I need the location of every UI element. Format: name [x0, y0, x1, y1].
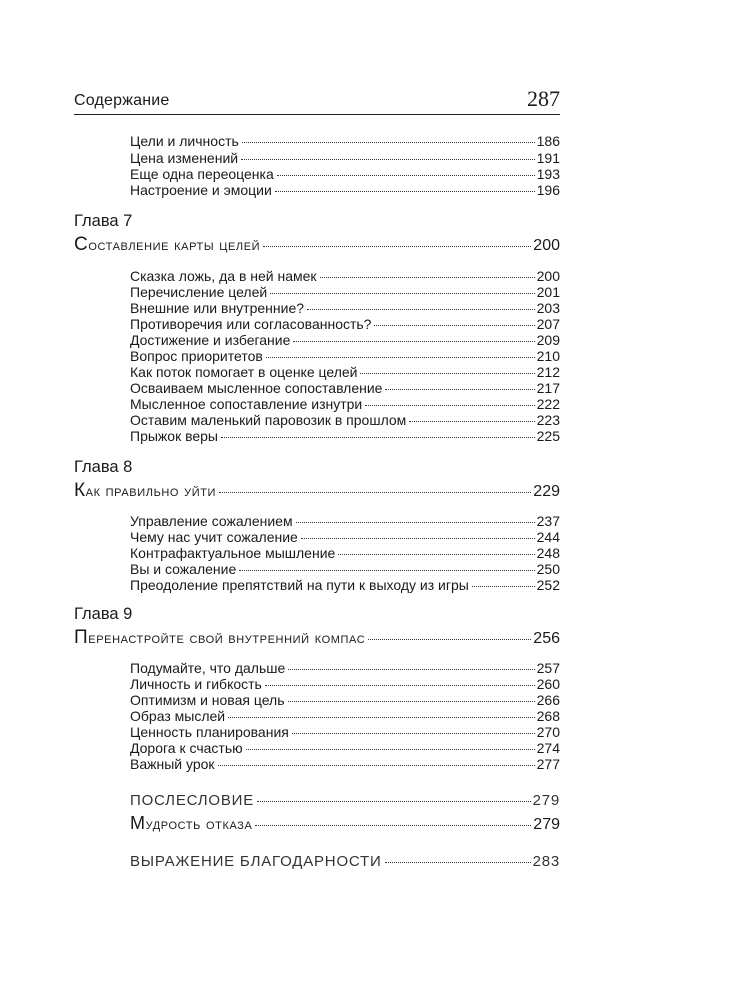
toc-entry: Противоречия или согласованность? 207 [130, 316, 560, 332]
toc-entry: Достижение и избегание 209 [130, 332, 560, 348]
toc-entry: Управление сожалением 237 [130, 513, 560, 529]
chapter-title: Как правильно уйти 229 [74, 480, 560, 501]
toc-entry: Чему нас учит сожаление 244 [130, 529, 560, 545]
toc-entry: Оптимизм и новая цель 266 [130, 692, 560, 708]
acknowledgements-entry: ВЫРАЖЕНИЕ БЛАГОДАРНОСТИ 283 [130, 853, 560, 870]
toc-entry: Ценность планирования 270 [130, 724, 560, 740]
header-rule [74, 114, 560, 115]
chapter-label: Глава 8 [74, 458, 133, 476]
toc-entry: Еще одна переоценка 193 [130, 166, 560, 182]
toc-entry: Вопрос приоритетов 210 [130, 348, 560, 364]
toc-entry: Как поток помогает в оценке целей 212 [130, 364, 560, 380]
toc-entry: Цена изменений 191 [130, 150, 560, 166]
toc-entry: Настроение и эмоции 196 [130, 182, 560, 198]
toc-entry: Перечисление целей 201 [130, 284, 560, 300]
toc-entry: Личность и гибкость 260 [130, 676, 560, 692]
toc-entry: Подумайте, что дальше 257 [130, 660, 560, 676]
toc-entry: Сказка ложь, да в ней намек 200 [130, 268, 560, 284]
toc-entry: Прыжок веры 225 [130, 428, 560, 444]
chapter-title: Составление карты целей 200 [74, 234, 560, 255]
chapter-label: Глава 9 [74, 605, 133, 623]
toc-entry: Образ мыслей 268 [130, 708, 560, 724]
toc-entry: Осваиваем мысленное сопоставление 217 [130, 380, 560, 396]
toc-entry: Цели и личность 186 [130, 133, 560, 149]
page-number: 287 [527, 86, 560, 111]
running-title: Содержание [74, 92, 170, 109]
toc-entry: Мысленное сопоставление изнутри 222 [130, 396, 560, 412]
toc-entry: Дорога к счастью 274 [130, 740, 560, 756]
toc-entry: Оставим маленький паровозик в прошлом 223 [130, 412, 560, 428]
wisdom-entry: Мудрость отказа 279 [130, 813, 560, 833]
toc-entry: Вы и сожаление 250 [130, 561, 560, 577]
toc-entry: Преодоление препятствий на пути к выходу из игры 252 [130, 577, 560, 593]
afterword-entry: ПОСЛЕСЛОВИЕ 279 [130, 792, 560, 809]
chapter-label: Глава 7 [74, 212, 133, 230]
toc-entry: Контрафактуальное мышление 248 [130, 545, 560, 561]
toc-entry: Внешние или внутренние? 203 [130, 300, 560, 316]
page-header [74, 86, 560, 114]
toc-entry: Важный урок 277 [130, 756, 560, 772]
chapter-title: Перенастройте свой внутренний компас 256 [74, 627, 560, 648]
